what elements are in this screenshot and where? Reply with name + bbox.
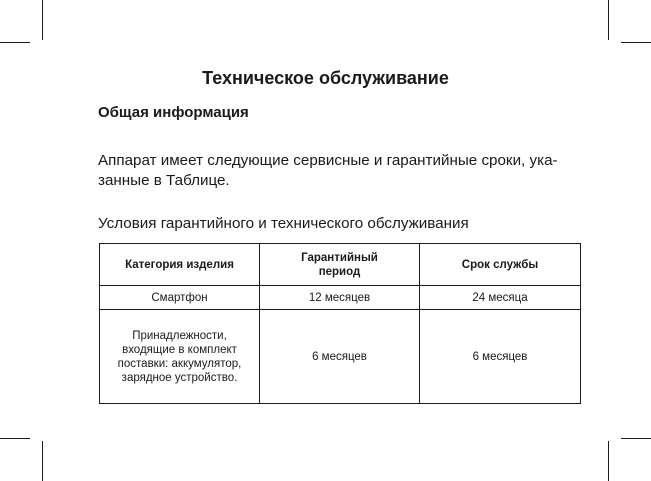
header-category: Категория изделия (100, 244, 260, 286)
crop-mark-bottom-right (608, 441, 609, 481)
crop-mark-bottom-left (42, 441, 43, 481)
warranty-table (99, 243, 581, 404)
cell-warranty-period: 6 месяцев (260, 310, 420, 404)
header-warranty-period: Гарантийный период (260, 244, 420, 286)
cell-service-life: 6 месяцев (420, 310, 581, 404)
cell-warranty-period: 12 месяцев (260, 286, 420, 310)
cell-service-life: 24 месяца (420, 286, 581, 310)
crop-mark-bottom-right-h (621, 438, 651, 439)
crop-mark-top-left-h (0, 42, 30, 43)
crop-mark-top-right (608, 0, 609, 40)
table-row (100, 286, 581, 310)
table-row (100, 310, 581, 404)
header-service-life: Срок службы (420, 244, 581, 286)
cell-category: Принадлежности, входящие в комплект поставки: аккумулятор, зарядное устройство. (100, 310, 260, 404)
crop-mark-top-right-h (621, 42, 651, 43)
intro-paragraph: Аппарат имеет следующие сервисные и гарантийные сроки, ука- занные в Таблице. (98, 152, 558, 189)
table-caption: Условия гарантийного и технического обслуживания (98, 215, 469, 232)
crop-mark-top-left (42, 0, 43, 40)
cell-category: Смартфон (100, 286, 260, 310)
table-header-row (100, 244, 581, 286)
crop-mark-bottom-left-h (0, 438, 30, 439)
section-heading: Общая информация (98, 104, 249, 121)
page-title: Техническое обслуживание (202, 68, 449, 88)
